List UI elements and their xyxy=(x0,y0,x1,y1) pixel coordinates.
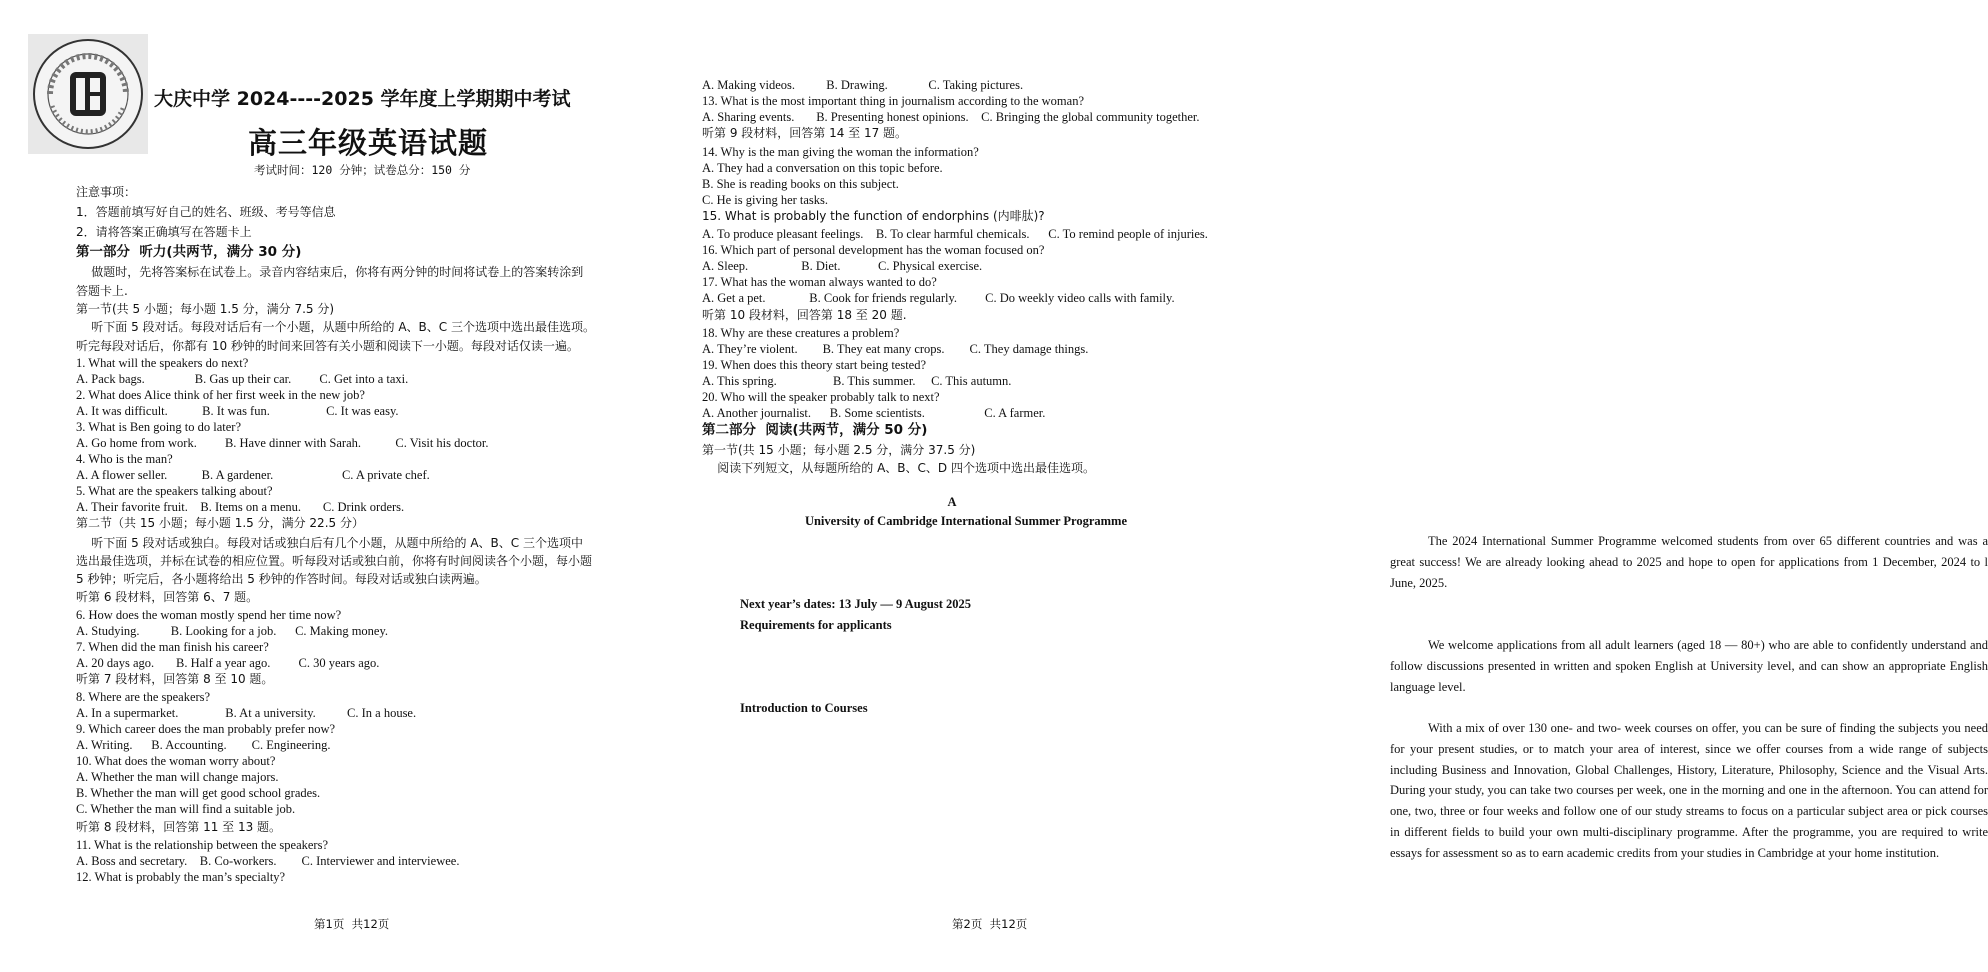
text-line: 第一节(共 15 小题；每小题 2.5 分，满分 37.5 分) xyxy=(702,443,976,457)
page-2 xyxy=(688,0,1988,972)
text-line: A. Pack bags. B. Gas up their car. C. Get into a taxi. xyxy=(76,372,409,386)
text-line: 听第 8 段材料，回答第 11 至 13 题。 xyxy=(76,820,282,834)
courses-heading: Introduction to Courses xyxy=(740,701,868,715)
text-line: 12. What is probably the man’s specialty? xyxy=(76,870,286,884)
school-seal-icon xyxy=(28,34,148,154)
text-line: 11. What is the relationship between the speakers? xyxy=(76,838,329,852)
text-line: 5 秒钟；听完后，各小题将给出 5 秒钟的作答时间。每段对话或独白读两遍。 xyxy=(76,572,487,586)
text-line: 第一节(共 5 小题；每小题 1.5 分，满分 7.5 分) xyxy=(76,302,335,316)
text-line: A. It was difficult. B. It was fun. C. It was easy. xyxy=(76,404,399,418)
page-1 xyxy=(0,0,688,972)
text-line: C. Whether the man will find a suitable job. xyxy=(76,802,296,816)
notes-label: 注意事项： xyxy=(76,185,137,199)
text-line: 做题时，先将答案标在试卷上。录音内容结束后，你将有两分钟的时间将试卷上的答案转涂到 xyxy=(76,265,584,279)
text-line: 19. When does this theory start being tested? xyxy=(702,358,927,372)
text-line: 第二节（共 15 小题；每小题 1.5 分，满分 22.5 分） xyxy=(76,516,364,530)
text-line: 15. What is probably the function of endorphins (内啡肽)? xyxy=(702,209,1045,223)
section-heading: 第二部分 阅读(共两节，满分 50 分) xyxy=(702,422,928,438)
text-line: A. Another journalist. B. Some scientists. C. A farmer. xyxy=(702,406,1046,420)
text-line: 听完每段对话后，你都有 10 秒钟的时间来回答有关小题和阅读下一小题。每段对话仅读一遍。 xyxy=(76,339,579,353)
text-line: 5. What are the speakers talking about? xyxy=(76,484,273,498)
text-line: 2. What does Alice think of her first week in the new job? xyxy=(76,388,365,402)
passage-paragraph-3: With a mix of over 130 one- and two- week courses on offer, you can be sure of finding the subjects you need for your present studies, or to match your area of interest, since we offer courses from a wide range of subjects including Business and Innovation, Global Challenges, History, Literature, Philosophy, Science and the Visual Arts. During your study, you can take two courses per week, one in the morning and one in the afternoon. You can attend for one, two, three or four weeks and follow one of our study streams to focus on a particular subject area or pick courses in different fields to build your own multi-disciplinary programme. After the programme, you are required to write essays for assessment so as to earn academic credits from your studies in Cambridge at your home institution. xyxy=(1390,721,1988,860)
text-line: 20. Who will the speaker probably talk to next? xyxy=(702,390,940,404)
text-line: 14. Why is the man giving the woman the information? xyxy=(702,145,979,159)
note-1: 1．答题前填写好自己的姓名、班级、考号等信息 xyxy=(76,205,336,219)
text-line: A. In a supermarket. B. At a university. C. In a house. xyxy=(76,706,417,720)
exam-title: 大庆中学 2024----2025 学年度上学期期中考试 xyxy=(154,88,571,110)
requirements-heading: Requirements for applicants xyxy=(740,618,892,632)
text-line: 阅读下列短文，从每题所给的 A、B、C、D 四个选项中选出最佳选项。 xyxy=(702,461,1095,475)
text-line: A. Studying. B. Looking for a job. C. Making money. xyxy=(76,624,389,638)
text-line: 16. Which part of personal development has the woman focused on? xyxy=(702,243,1045,257)
text-line: A. This spring. B. This summer. C. This autumn. xyxy=(702,374,1012,388)
passage-paragraph-2: We welcome applications from all adult learners (aged 18 — 80+) who are able to confidently understand and follow discussions presented in written and spoken English at University level, and can show an appropriate English language level. xyxy=(1390,638,1988,694)
text-line: A. Writing. B. Accounting. C. Engineering. xyxy=(76,738,331,752)
text-line: A. Sleep. B. Diet. C. Physical exercise. xyxy=(702,259,983,273)
passage-paragraph-1: The 2024 International Summer Programme welcomed students from over 65 different countries and was a great success! We are already looking ahead to 2025 and hope to open for applications from 1 December, 2024 to l June, 2025. xyxy=(1390,534,1988,590)
text-line: A. Get a pet. B. Cook for friends regularly. C. Do weekly video calls with family. xyxy=(702,291,1175,305)
text-line: 7. When did the man finish his career? xyxy=(76,640,269,654)
text-line: 17. What has the woman always wanted to do? xyxy=(702,275,937,289)
text-line: 听下面 5 段对话。每段对话后有一个小题，从题中所给的 A、B、C 三个选项中选出最佳选项。 xyxy=(76,320,595,334)
text-line: 10. What does the woman worry about? xyxy=(76,754,276,768)
exam-subject-title: 高三年级英语试题 xyxy=(248,126,489,160)
text-line: B. She is reading books on this subject. xyxy=(702,177,899,191)
text-line: 9. Which career does the man probably prefer now? xyxy=(76,722,336,736)
exam-info: 考试时间：120 分钟；试卷总分：150 分 xyxy=(254,163,471,177)
section-heading: 第一部分 听力(共两节，满分 30 分) xyxy=(76,244,302,260)
text-line: B. Whether the man will get good school grades. xyxy=(76,786,321,800)
note-2: 2．请将答案正确填写在答题卡上 xyxy=(76,225,252,239)
text-line: A. They had a conversation on this topic before. xyxy=(702,161,943,175)
text-line: 6. How does the woman mostly spend her time now? xyxy=(76,608,342,622)
text-line: A. Their favorite fruit. B. Items on a menu. C. Drink orders. xyxy=(76,500,405,514)
text-line: A. Boss and secretary. B. Co-workers. C. Interviewer and interviewee. xyxy=(76,854,460,868)
text-line: A. They’re violent. B. They eat many crops. C. They damage things. xyxy=(702,342,1089,356)
text-line: 听下面 5 段对话或独白。每段对话或独白后有几个小题，从题中所给的 A、B、C 三个选项中 xyxy=(76,536,583,550)
page-number: 第1页 共12页 xyxy=(314,917,390,931)
text-line: A. Go home from work. B. Have dinner with Sarah. C. Visit his doctor. xyxy=(76,436,489,450)
text-line: 答题卡上. xyxy=(76,284,128,298)
text-line: 1. What will the speakers do next? xyxy=(76,356,249,370)
text-line: 8. Where are the speakers? xyxy=(76,690,211,704)
text-line: 3. What is Ben going to do later? xyxy=(76,420,242,434)
passage-title: University of Cambridge International Summer Programme xyxy=(804,514,1128,528)
text-line: C. He is giving her tasks. xyxy=(702,193,829,207)
page-number: 第2页 共12页 xyxy=(952,917,1028,931)
text-line: 4. Who is the man? xyxy=(76,452,173,466)
text-line: A. Whether the man will change majors. xyxy=(76,770,279,784)
text-line: A. 20 days ago. B. Half a year ago. C. 30 years ago. xyxy=(76,656,380,670)
text-line: A. Sharing events. B. Presenting honest opinions. C. Bringing the global community together. xyxy=(702,110,1200,124)
text-line: A. Making videos. B. Drawing. C. Taking pictures. xyxy=(702,78,1024,92)
text-line: A. A flower seller. B. A gardener. C. A private chef. xyxy=(76,468,430,482)
text-line: 听第 6 段材料，回答第 6、7 题。 xyxy=(76,590,259,604)
text-line: 13. What is the most important thing in journalism according to the woman? xyxy=(702,94,1084,108)
text-line: 听第 7 段材料，回答第 8 至 10 题。 xyxy=(76,672,274,686)
text-line: A. To produce pleasant feelings. B. To clear harmful chemicals. C. To remind people of injuries. xyxy=(702,227,1208,241)
passage-dates: Next year’s dates: 13 July — 9 August 2025 xyxy=(740,597,972,611)
text-line: 听第 10 段材料，回答第 18 至 20 题. xyxy=(702,308,907,322)
text-line: 听第 9 段材料，回答第 14 至 17 题。 xyxy=(702,126,908,140)
passage-letter: A xyxy=(947,495,957,509)
text-line: 18. Why are these creatures a problem? xyxy=(702,326,900,340)
text-line: 选出最佳选项，并标在试卷的相应位置。听每段对话或独白前，你将有时间阅读各个小题，每小题 xyxy=(76,554,593,568)
